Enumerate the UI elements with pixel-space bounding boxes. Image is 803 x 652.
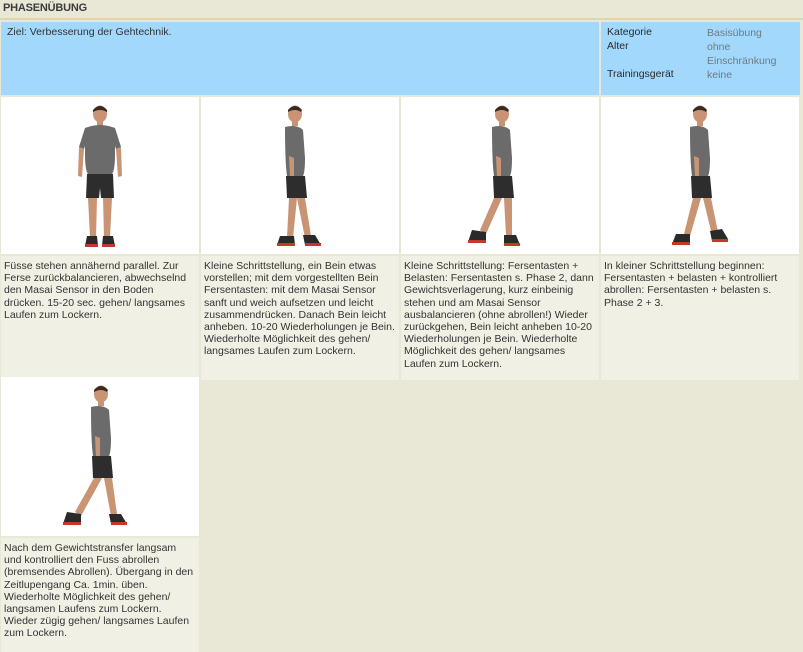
meta-value-equipment: keine bbox=[707, 69, 733, 81]
meta-label-category: Kategorie bbox=[607, 26, 652, 38]
section-header bbox=[0, 0, 803, 20]
section-title: PHASENÜBUNG bbox=[3, 2, 87, 14]
phase-5-image bbox=[1, 377, 199, 536]
walker-weight-shift-figure bbox=[460, 102, 540, 252]
phase-3-text: Kleine Schrittstellung: Fersentasten + Belasten: Fersentasten s. Phase 2, dann Gewichtsverlagerung, kurz einbeinig stehen und am Masai Sensor ausbalancieren (ohne abrollen!) Wieder zurückgehen, Bein leicht anheben 10-20 Wiederholungen je Bein. Wiederholte Möglichkeit des gehen/ langsames Laufen zum Lockern. bbox=[401, 256, 599, 380]
phase-1-text: Füsse stehen annähernd parallel. Zur Ferse zurückbalancieren, abwechselnd den Masai Sensor in den Boden drücken. 15-20 sec. gehen/ langsames Laufen zum Lockern. bbox=[1, 256, 199, 380]
phase-4-text: In kleiner Schrittstellung beginnen: Fersentasten + belasten + kontrolliert abrollen: Fersentasten + belasten s. Phase 2 + 3. bbox=[601, 256, 799, 380]
goal-box bbox=[1, 22, 599, 95]
phase-5-text: Nach dem Gewichtstransfer langsam und kontrolliert den Fuss abrollen (bremsendes Abrollen). Übergang in den Zeitlupengang Ca. 1min. üben. Wiederholte Möglichkeit des gehen/ langsamen Laufens zum Lockern. Wieder zügig gehen/ langsames Laufen zum Lockern. bbox=[1, 538, 199, 652]
phase-1-image bbox=[1, 97, 199, 254]
goal-text: Ziel: Verbesserung der Gehtechnik. bbox=[7, 26, 172, 38]
phase-4-image bbox=[601, 97, 799, 254]
phase-3-image bbox=[401, 97, 599, 254]
meta-label-age: Alter bbox=[607, 40, 629, 52]
phase-2-text: Kleine Schrittstellung, ein Bein etwas vorstellen; mit dem vorgestellten Bein Fersentasten: mit dem Masai Sensor sanft und weich aufsetzen und leicht zusammendrücken. Danach Bein leicht anheben. 10-20 Wiederholungen je Bein. Wiederholte Möglichkeit des gehen/ langsames Laufen zum Lockern. bbox=[201, 256, 399, 380]
walker-step-figure bbox=[265, 102, 335, 252]
walker-slow-motion-figure bbox=[55, 382, 145, 532]
meta-value-category: Basisübung bbox=[707, 27, 762, 39]
phase-2-image bbox=[201, 97, 399, 254]
meta-value-age: ohne Einschränkung bbox=[707, 41, 777, 67]
walker-roll-figure bbox=[660, 102, 740, 252]
meta-box bbox=[601, 22, 800, 95]
meta-label-equipment: Trainingsgerät bbox=[607, 68, 674, 80]
walker-front-figure bbox=[70, 102, 130, 252]
